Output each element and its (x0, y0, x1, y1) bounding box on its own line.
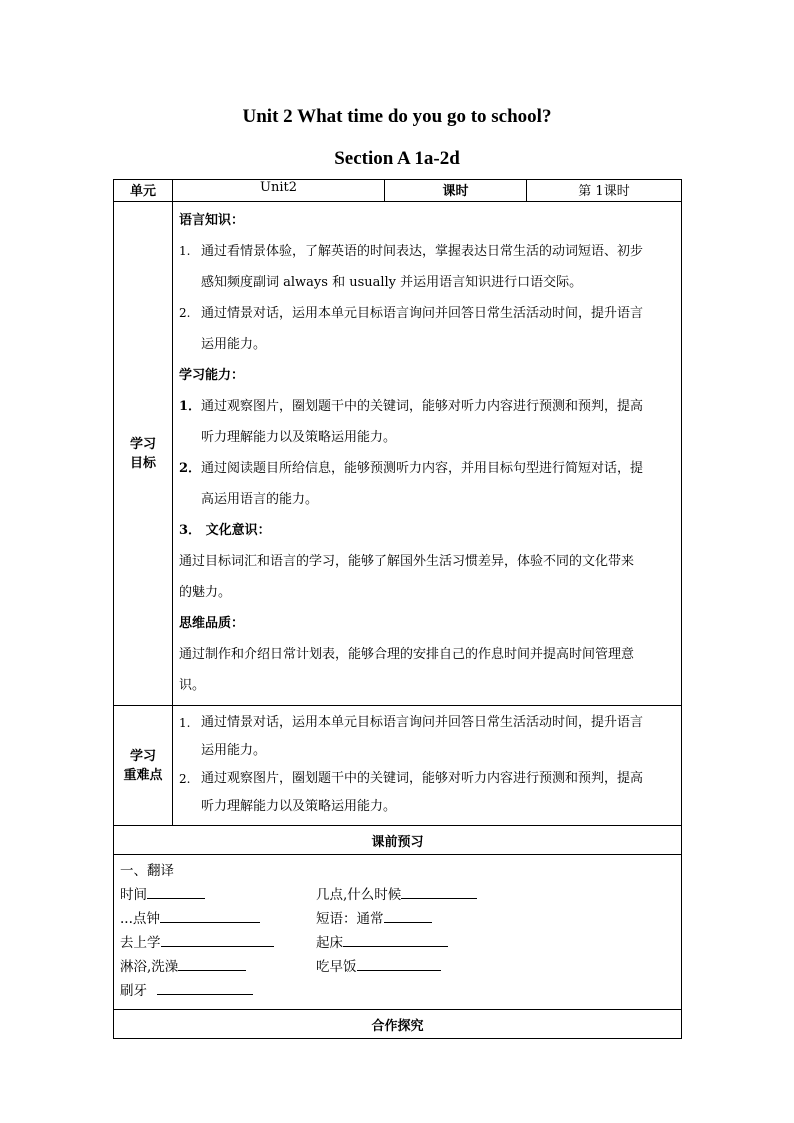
item-text: 通过情景对话，运用本单元目标语言询问并回答日常生活活动时间，提升语言 (201, 306, 644, 321)
lesson-value: 第 1课时 (527, 180, 682, 202)
document-subtitle: Section A 1a-2d (334, 148, 460, 169)
item-text-continued: 高运用语言的能力。 (201, 492, 319, 507)
preview-content-row (114, 855, 682, 1010)
preview-heading: 课前预习 (114, 826, 682, 855)
item-number: 1. (179, 716, 191, 730)
translate-term: 淋浴,洗澡 (120, 959, 179, 975)
answer-blank[interactable] (147, 884, 205, 899)
culture-text-line1: 通过目标词汇和语言的学习，能够了解国外生活习惯差异，体验不同的文化带来 (179, 554, 635, 569)
answer-blank[interactable] (161, 932, 274, 947)
answer-blank[interactable] (178, 956, 246, 971)
thinking-heading: 思维品质： (179, 616, 245, 631)
answer-blank[interactable] (401, 884, 477, 899)
key-points-content (173, 706, 682, 826)
thinking-text (179, 639, 675, 701)
header-row (114, 180, 682, 202)
key-points-label-line1: 学习 (129, 748, 156, 764)
translate-row (120, 979, 675, 1003)
translate-row (120, 955, 675, 979)
item-number: 1． (179, 399, 202, 414)
item-text: 通过阅读题目所给信息，能够预测听力内容，并用目标句型进行简短对话，提 (201, 461, 644, 476)
item-text: 通过情景对话，运用本单元目标语言询问并回答日常生活活动时间，提升语言 (201, 715, 644, 730)
culture-text (179, 546, 675, 608)
key-points-label (114, 706, 173, 826)
unit-label: 单元 (114, 180, 173, 202)
culture-heading: 3． 文化意识： (179, 523, 271, 538)
item-text-continued: 听力理解能力以及策略运用能力。 (201, 799, 397, 814)
translate-term: 几点,什么时候 (316, 887, 402, 903)
translate-row (120, 931, 675, 955)
answer-blank[interactable] (157, 980, 253, 995)
answer-blank[interactable] (343, 932, 448, 947)
item-text-continued: 听力理解能力以及策略运用能力。 (201, 430, 397, 445)
thinking-text-line2: 识。 (179, 678, 206, 693)
answer-blank[interactable] (384, 908, 432, 923)
item-number: 2. (179, 772, 191, 786)
item-text: 通过观察图片，圈划题干中的关键词，能够对听力内容进行预测和预判，提高 (201, 771, 644, 786)
objectives-label-line2: 目标 (129, 455, 156, 471)
key-points-row (114, 706, 682, 826)
list-item (179, 709, 675, 765)
list-item (179, 391, 675, 453)
lesson-plan-table (113, 179, 682, 1039)
item-number: 2. (179, 306, 191, 320)
cooperation-heading: 合作探究 (114, 1010, 682, 1039)
translate-term: 起床 (316, 935, 343, 951)
list-item (179, 765, 675, 821)
objectives-label-line1: 学习 (129, 436, 156, 452)
item-number: 1. (179, 244, 191, 258)
objectives-content (173, 202, 682, 706)
key-points-label-line2: 重难点 (123, 767, 163, 783)
ability-heading: 学习能力： (179, 368, 245, 383)
list-item (179, 453, 675, 515)
translate-term: 吃早饭 (316, 959, 357, 975)
item-text: 通过观察图片，圈划题干中的关键词，能够对听力内容进行预测和预判，提高 (201, 399, 644, 414)
translate-term: 刷牙 (120, 983, 152, 999)
culture-text-line2: 的魅力。 (179, 585, 232, 600)
answer-blank[interactable] (357, 956, 441, 971)
cooperation-heading-row (114, 1010, 682, 1039)
preview-heading-row (114, 826, 682, 855)
document-title: Unit 2 What time do you go to school? (242, 106, 552, 127)
list-item (179, 236, 675, 298)
list-item (179, 298, 675, 360)
objectives-label (114, 202, 173, 706)
answer-blank[interactable] (160, 908, 260, 923)
translate-section-title: 一、翻译 (120, 863, 174, 879)
objectives-row (114, 202, 682, 706)
item-text: 通过看情景体验，了解英语的时间表达，掌握表达日常生活的动词短语、初步 (201, 244, 644, 259)
item-number: 2． (179, 461, 202, 476)
item-text-continued: 运用能力。 (201, 743, 267, 758)
language-heading: 语言知识： (179, 213, 245, 228)
item-text-continued: 感知频度副词 always 和 usually 并运用语言知识进行口语交际。 (201, 275, 583, 290)
thinking-text-line1: 通过制作和介绍日常计划表，能够合理的安排自己的作息时间并提高时间管理意 (179, 647, 635, 662)
lesson-label: 课时 (385, 180, 527, 202)
translate-row (120, 883, 675, 907)
preview-content (114, 855, 682, 1010)
translate-term: 去上学 (120, 935, 161, 951)
translate-row (120, 907, 675, 931)
item-text-continued: 运用能力。 (201, 337, 267, 352)
translate-term: 短语：通常 (316, 911, 384, 927)
unit-value: Unit2 (173, 180, 385, 202)
translate-term: ...点钟 (120, 911, 160, 927)
translate-term: 时间 (120, 887, 147, 903)
